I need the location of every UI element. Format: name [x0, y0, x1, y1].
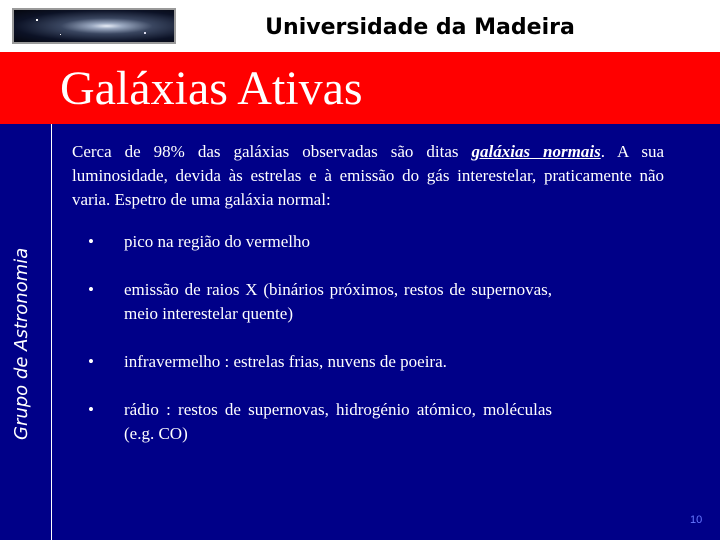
bullet-text: pico na região do vermelho — [124, 232, 310, 251]
galaxy-logo-icon — [12, 8, 176, 44]
bullet-text: emissão de raios X (binários próximos, restos de supernovas, meio interestelar quente) — [124, 280, 552, 323]
intro-paragraph — [72, 140, 664, 212]
bullet-text: infravermelho : estrelas frias, nuvens de poeira. — [124, 352, 447, 371]
bullet-icon: • — [88, 352, 94, 371]
page-number: 10 — [690, 514, 703, 526]
bullet-text: rádio : restos de supernovas, hidrogénio atómico, moléculas (e.g. CO) — [124, 400, 552, 443]
intro-emphasis: galáxias normais — [471, 142, 601, 161]
bullet-icon: • — [88, 232, 94, 251]
bullet-icon: • — [88, 400, 94, 419]
bullet-icon: • — [88, 280, 94, 299]
intro-text-before: Cerca de 98% das galáxias observadas são ditas — [72, 142, 472, 161]
university-name: Universidade da Madeira — [265, 15, 575, 40]
slide-title: Galáxias Ativas — [60, 62, 363, 115]
side-label: Grupo de Astronomia — [11, 247, 32, 440]
intro-text-after: . A sua luminosidade, devida às estrelas e à emissão do gás interestelar, praticamente não varia. Espetro de uma galáxia normal: — [72, 142, 665, 209]
header — [0, 0, 720, 52]
